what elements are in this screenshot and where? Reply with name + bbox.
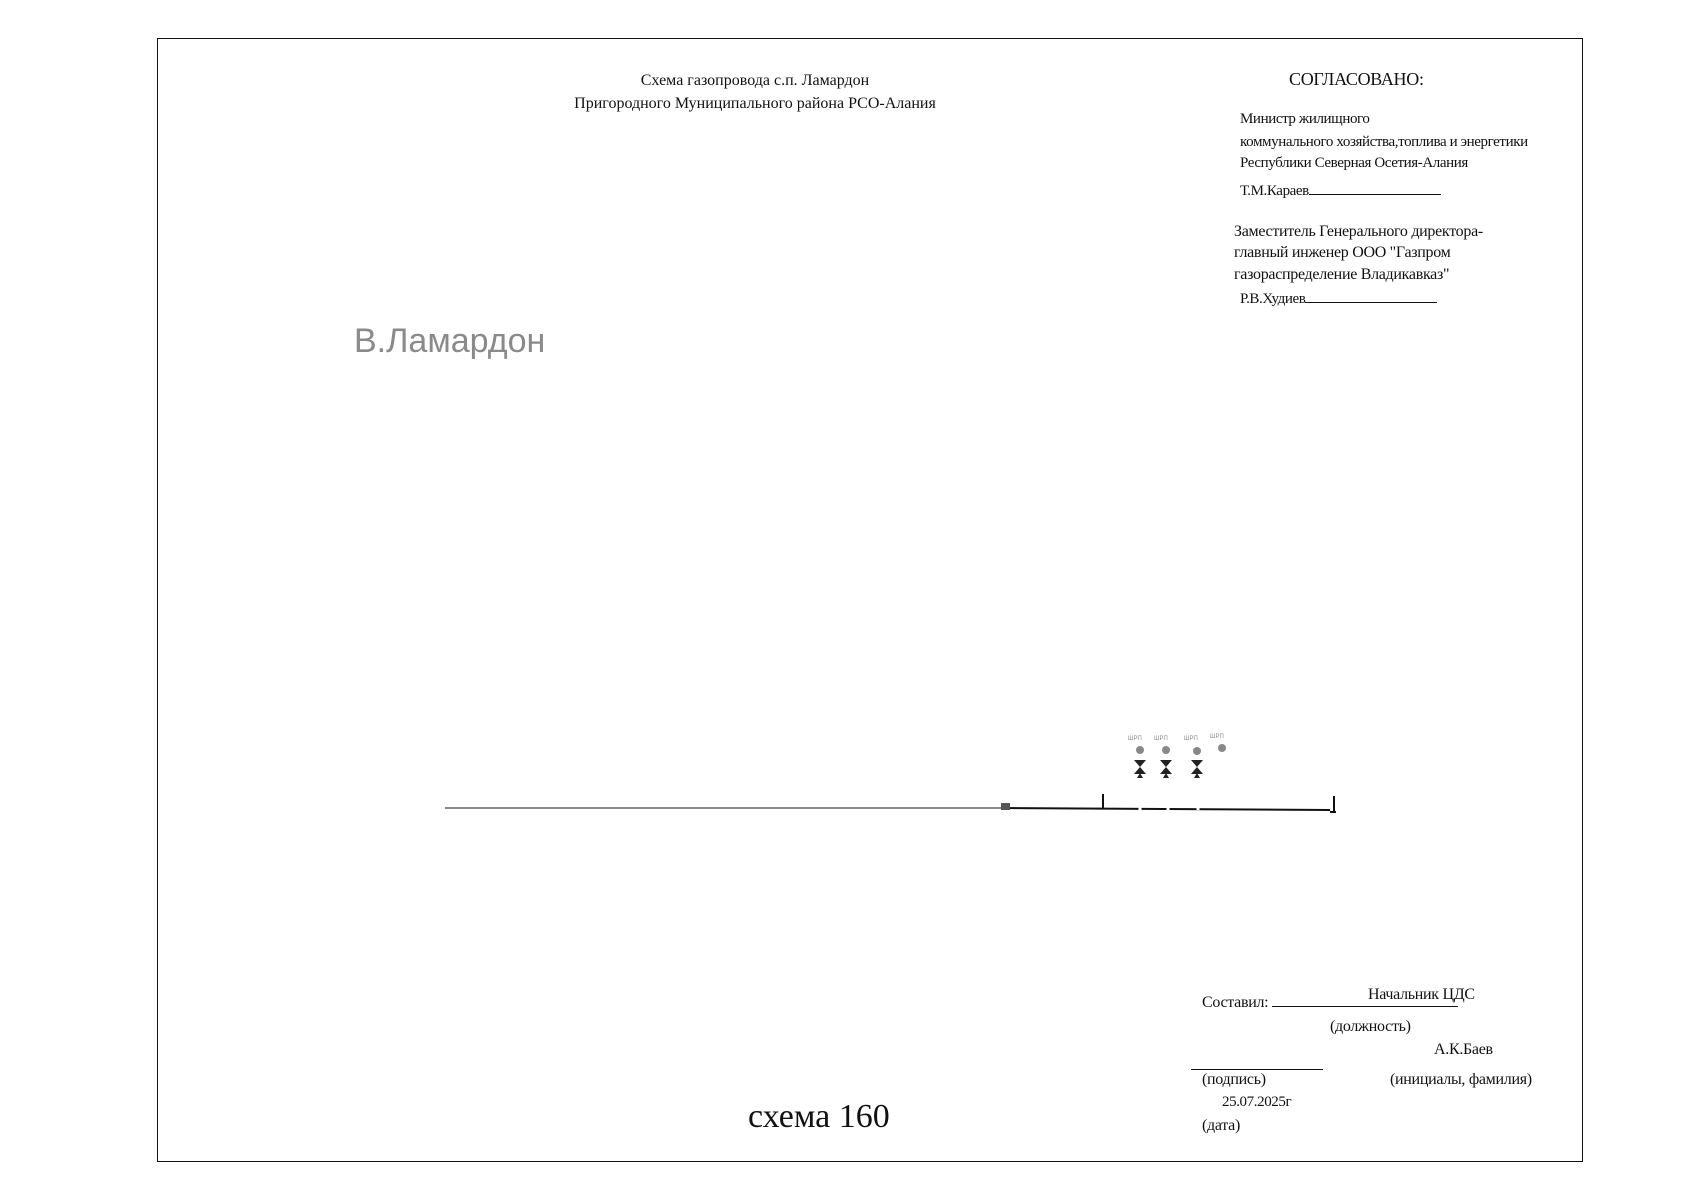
name-value: А.К.Баев: [1434, 1041, 1493, 1058]
svg-text:ШРП: ШРП: [1184, 736, 1198, 742]
schema-number: схема 160: [748, 1098, 890, 1135]
minister-line2: коммунального хозяйства,топлива и энергетики: [1240, 134, 1528, 150]
valve-icon: [1210, 734, 1226, 752]
minister-line3: Республики Северная Осетия-Алания: [1240, 155, 1468, 171]
approval-heading: СОГЛАСОВАНО:: [1289, 69, 1424, 89]
minister-name: Т.М.Караев: [1240, 183, 1309, 199]
date-caption: (дата): [1202, 1117, 1240, 1134]
scheme-title-line1: Схема газопровода с.п. Ламардон: [640, 72, 870, 89]
pipeline-start-marker: [1001, 803, 1010, 810]
scheme-title-line2: Пригородного Муниципального района РСО-Алания: [574, 95, 936, 112]
position-caption: (должность): [1330, 1018, 1411, 1035]
deputy-line3: газораспределение Владикавказ": [1234, 266, 1450, 283]
deputy-line2: главный инженер ООО "Газпром: [1234, 244, 1451, 261]
svg-text:ШРП: ШРП: [1210, 734, 1224, 740]
name-caption: (инициалы, фамилия): [1390, 1071, 1532, 1088]
svg-text:ШРП: ШРП: [1154, 736, 1168, 742]
deputy-line1: Заместитель Генерального директора-: [1234, 223, 1483, 240]
svg-text:ШРП: ШРП: [1128, 736, 1142, 742]
signature-caption: (подпись): [1202, 1071, 1266, 1088]
valve-icon: [1154, 736, 1172, 778]
signature-line: [1191, 1069, 1323, 1070]
date-value: 25.07.2025г: [1222, 1094, 1292, 1110]
deputy-name: Р.В.Худиев: [1240, 291, 1306, 307]
village-label: В.Ламардон: [354, 322, 546, 360]
valve-icon: [1128, 736, 1146, 778]
minister-line1: Министр жилищного: [1240, 111, 1370, 127]
compiled-label: Составил:: [1202, 994, 1269, 1011]
position-value: Начальник ЦДС: [1368, 986, 1475, 1003]
valve-icon: [1184, 736, 1203, 778]
